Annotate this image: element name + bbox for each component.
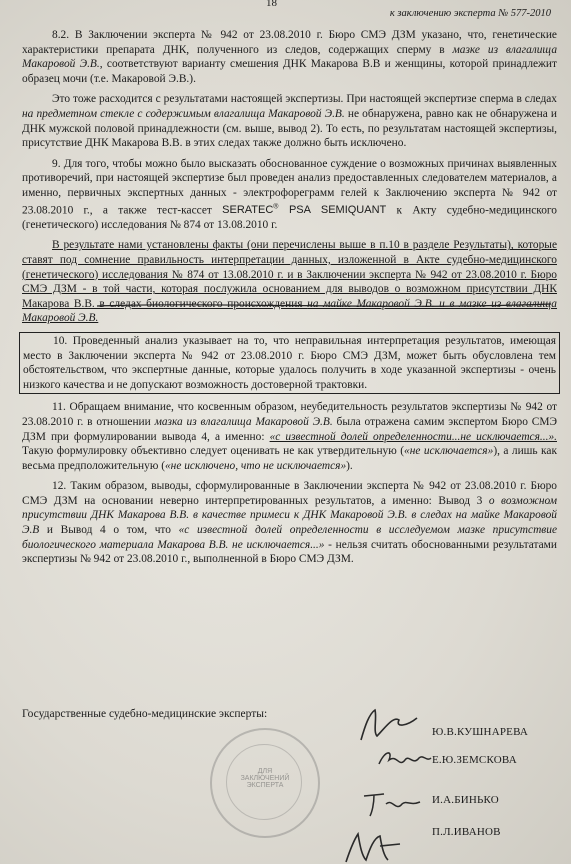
paragraph-10-boxed: 10. Проведенный анализ указывает на то, что неправильная интерпретация результатов, имеющая место в Заключении эксперта № 942 от 23.08.2010 г. Бюро СМЭ ДЗМ, может быть обусловлена тем обстоятельством, что экспертные данные, которые удалось получить в ходе указанной экспертизы - очень низкого качества и не допускают возможность достоверной трактовки. — [19, 332, 560, 394]
paragraph-11: 11. Обращаем внимание, что косвенным образом, неубедительность результатов экспертизы № 942 от 23.08.2010 г. в отношении мазка из влагалища Макаровой Э.В. была отражена самим экспертом Бюро СМЭ ДЗМ при формулировании вывода 4, а именно: «с известной долей определенности...не исключается...». Такую формулировку объективно следует оценивать не как утвердительную («не исключается»), а лишь как весьма предположительную («не исключено, что не исключается»). — [22, 401, 558, 472]
document-reference: к заключению эксперта № 577-2010 — [389, 8, 551, 19]
expert-name-2: Е.Ю.ЗЕМСКОВА — [432, 754, 517, 766]
paragraph-8-2: 8.2. В Заключении эксперта № 942 от 23.08.2010 г. Бюро СМЭ ДЗМ указано, что, генетические характеристики препарата ДНК, полученного из следов, содержащих сперму в мазке из влагалища Макаровой Э.В., соответствуют варианту смешения ДНК Макарова В.В и женщины, которой принадлежит образец мочи (т.е. Макаровой Э.В.). — [22, 29, 558, 85]
expert-name-1: Ю.В.КУШНАРЕВА — [432, 726, 529, 738]
expert-name-4: П.Л.ИВАНОВ — [432, 826, 501, 838]
paragraph-8-2-continued: Это тоже расходится с результатами настоящей экспертизы. При настоящей экспертизе сперма в следах на предметном стекле с содержимым влагалища Макаровой Э.В. не обнаружена, равно как не обнаружена и ДНК мужской половой принадлежности (см. выше, вывод 2). То есть, по результатам настоящей экспертизы, присутствие ДНК Макарова В.В. в этих следах также должно быть исключено. — [22, 93, 557, 150]
paragraph-12: 12. Таким образом, выводы, сформулированные в Заключении эксперта № 942 от 23.08.2010 г. Бюро СМЭ ДЗМ на основании неверно интерпретированных результатов, а именно: Вывод 3 о возможном присутствии ДНК Макарова В.В. в качестве примеси к ДНК Макаровой Э.В. в следах на майке Макаровой Э.В и Вывод 4 о том, что «с известной долей определенности в исследуемом мазке присутствие биологического материала Макарова В.В. не исключается...» - нельзя считать обоснованными результатами экспертизы № 942 от 23.08.2010 г., выполненной в Бюро СМЭ ДЗМ. — [22, 480, 558, 566]
expert-name-3: И.А.БИНЬКО — [432, 794, 499, 806]
paragraph-9-findings: В результате нами установлены факты (они перечислены выше в п.10 в разделе Результаты), которые ставят под сомнение правильность интерпретации данных, изложенной в Акте судебно-медицинского (генетического) исследования № 874 от 13.08.2010 г. и в Заключении эксперта № 942 от 23.08.2010 г. Бюро СМЭ ДЗМ - в той части, которая послужила основанием для выводов о возможном присутствии ДНК Макарова В.В. в следах биологического происхождения на майке Макаровой Э.В. и в мазке из влагалища Макаровой Э.В. — [22, 239, 558, 325]
official-stamp — [210, 728, 320, 838]
handwritten-underline — [95, 300, 555, 312]
signature-3 — [360, 786, 430, 820]
signature-block — [0, 706, 571, 864]
stamp-text: ДЛЯ ЗАКЛЮЧЕНИЙ ЭКСПЕРТА — [240, 768, 290, 789]
signature-4 — [340, 826, 420, 864]
brand-name: SERATEC® PSA SEMIQUANT — [222, 203, 387, 217]
signature-2 — [375, 744, 435, 778]
signature-1 — [355, 706, 425, 746]
page-header — [0, 0, 571, 22]
paragraph-9: 9. Для того, чтобы можно было высказать обоснованное суждение о возможных причинах выявленных противоречий, при настоящей экспертизе был проведен анализ предоставленных следователем материалов, а именно, первичных экспертных данных - электрофореграмм гелей к Заключению эксперта № 942 от 23.08.2010 г., а также тест-кассет SERATEC® PSA SEMIQUANT к Акту судебно-медицинского (генетического) исследования № 874 от 13.08.2010 г. — [22, 157, 557, 231]
signature-label: Государственные судебно-медицинские эксперты: — [22, 708, 268, 720]
page-number: 18 — [266, 0, 277, 9]
